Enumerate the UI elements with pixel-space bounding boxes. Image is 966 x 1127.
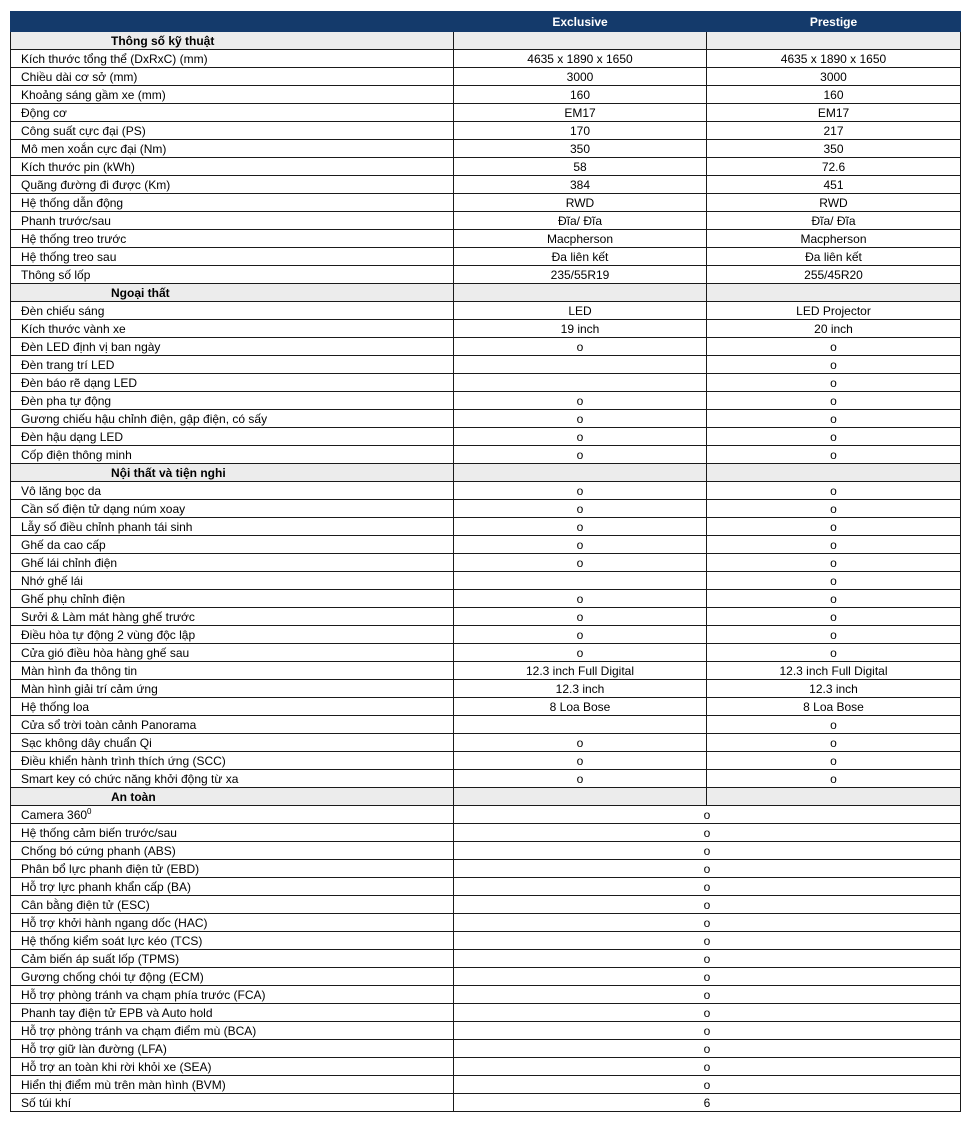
row-label-text: Chống bó cứng phanh (ABS) xyxy=(21,843,176,858)
row-label-text: Quãng đường đi được (Km) xyxy=(21,177,171,192)
row-label-text: Ghế lái chỉnh điện xyxy=(21,555,118,570)
row-label xyxy=(11,500,454,518)
value-prestige: EM17 xyxy=(707,104,961,122)
row-label xyxy=(11,896,454,914)
table-row xyxy=(11,1058,961,1076)
row-label xyxy=(11,338,454,356)
section-header-row xyxy=(11,284,961,302)
value-all-variants: o xyxy=(454,824,961,842)
row-label-text: Sưởi & Làm mát hàng ghế trước xyxy=(21,609,195,624)
row-label-text: Công suất cực đại (PS) xyxy=(21,123,146,138)
row-label-text: Hỗ trợ phòng tránh va chạm phía trước (FCA) xyxy=(21,987,266,1002)
row-label-text: Camera 360 xyxy=(21,807,88,822)
table-row xyxy=(11,140,961,158)
section-header-row xyxy=(11,32,961,50)
row-label xyxy=(11,482,454,500)
value-prestige: 3000 xyxy=(707,68,961,86)
table-row xyxy=(11,878,961,896)
row-label-text: Hệ thống treo sau xyxy=(21,249,117,264)
row-label xyxy=(11,986,454,1004)
row-label xyxy=(11,734,454,752)
table-row xyxy=(11,1076,961,1094)
row-label xyxy=(11,914,454,932)
table-row xyxy=(11,104,961,122)
table-row xyxy=(11,266,961,284)
row-label xyxy=(11,608,454,626)
row-label-text: Mô men xoắn cực đại (Nm) xyxy=(21,141,167,156)
table-row xyxy=(11,680,961,698)
value-exclusive: o xyxy=(454,734,707,752)
row-label xyxy=(11,68,454,86)
table-row xyxy=(11,842,961,860)
row-label xyxy=(11,374,454,392)
row-label-text: Số túi khí xyxy=(21,1095,72,1110)
table-row xyxy=(11,518,961,536)
table-row xyxy=(11,716,961,734)
row-label xyxy=(11,1076,454,1094)
table-row xyxy=(11,194,961,212)
section-header-row xyxy=(11,788,961,806)
table-row xyxy=(11,644,961,662)
row-label xyxy=(11,356,454,374)
row-label xyxy=(11,932,454,950)
value-prestige: o xyxy=(707,554,961,572)
section-blank-cell xyxy=(454,284,707,302)
table-row xyxy=(11,896,961,914)
table-row xyxy=(11,230,961,248)
table-row xyxy=(11,734,961,752)
row-label-text: Kích thước pin (kWh) xyxy=(21,159,135,174)
table-row xyxy=(11,806,961,824)
row-label xyxy=(11,752,454,770)
value-prestige: o xyxy=(707,734,961,752)
value-all-variants: o xyxy=(454,1058,961,1076)
row-label xyxy=(11,320,454,338)
row-label-text: Chiều dài cơ sở (mm) xyxy=(21,69,138,84)
value-exclusive: o xyxy=(454,554,707,572)
row-label xyxy=(11,410,454,428)
value-prestige: o xyxy=(707,338,961,356)
table-row xyxy=(11,950,961,968)
value-exclusive xyxy=(454,374,707,392)
value-exclusive: 170 xyxy=(454,122,707,140)
value-exclusive: o xyxy=(454,770,707,788)
value-all-variants: o xyxy=(454,968,961,986)
section-title: Thông số kỹ thuật xyxy=(11,32,454,50)
row-label xyxy=(11,122,454,140)
row-label-text: Màn hình đa thông tin xyxy=(21,663,138,678)
row-label-text: Điều khiển hành trình thích ứng (SCC) xyxy=(21,753,226,768)
row-label-text: Đèn trang trí LED xyxy=(21,357,115,372)
value-all-variants: o xyxy=(454,914,961,932)
value-exclusive: o xyxy=(454,752,707,770)
row-label xyxy=(11,248,454,266)
value-prestige: o xyxy=(707,428,961,446)
section-title: Nội thất và tiện nghi xyxy=(11,464,454,482)
value-exclusive xyxy=(454,356,707,374)
table-row xyxy=(11,338,961,356)
row-label-text: Phanh tay điện tử EPB và Auto hold xyxy=(21,1005,213,1020)
table-row xyxy=(11,500,961,518)
value-exclusive: o xyxy=(454,338,707,356)
value-prestige: LED Projector xyxy=(707,302,961,320)
table-row xyxy=(11,860,961,878)
value-exclusive: 160 xyxy=(454,86,707,104)
row-label-text: Hỗ trợ khởi hành ngang dốc (HAC) xyxy=(21,915,208,930)
value-all-variants: o xyxy=(454,806,961,824)
table-row xyxy=(11,536,961,554)
table-row xyxy=(11,698,961,716)
value-exclusive xyxy=(454,716,707,734)
value-prestige: o xyxy=(707,356,961,374)
value-exclusive: o xyxy=(454,644,707,662)
row-label xyxy=(11,536,454,554)
row-label xyxy=(11,824,454,842)
value-exclusive: Đĩa/ Đĩa xyxy=(454,212,707,230)
row-label xyxy=(11,230,454,248)
row-label-text: Đèn chiếu sáng xyxy=(21,303,105,318)
table-row xyxy=(11,770,961,788)
row-label xyxy=(11,644,454,662)
value-exclusive: o xyxy=(454,446,707,464)
row-label-text: Đèn pha tự động xyxy=(21,393,112,408)
value-exclusive: 12.3 inch Full Digital xyxy=(454,662,707,680)
row-label-text: Ghế da cao cấp xyxy=(21,537,106,552)
value-exclusive: 235/55R19 xyxy=(454,266,707,284)
row-label-text: Ghế phụ chỉnh điện xyxy=(21,591,126,606)
row-label xyxy=(11,1040,454,1058)
row-label-text: Hệ thống cảm biến trước/sau xyxy=(21,825,177,840)
value-exclusive: Đa liên kết xyxy=(454,248,707,266)
value-prestige: o xyxy=(707,374,961,392)
value-exclusive: 58 xyxy=(454,158,707,176)
row-label-text: Hệ thống loa xyxy=(21,699,90,714)
value-exclusive: o xyxy=(454,500,707,518)
value-prestige: o xyxy=(707,500,961,518)
value-exclusive: LED xyxy=(454,302,707,320)
value-all-variants: 6 xyxy=(454,1094,961,1112)
row-label-superscript: 0 xyxy=(87,806,92,816)
table-row xyxy=(11,50,961,68)
section-blank-cell xyxy=(707,32,961,50)
section-blank-cell xyxy=(454,788,707,806)
row-label-text: Màn hình giải trí cảm ứng xyxy=(21,681,158,696)
value-prestige: 12.3 inch xyxy=(707,680,961,698)
row-label xyxy=(11,50,454,68)
value-all-variants: o xyxy=(454,986,961,1004)
row-label xyxy=(11,1022,454,1040)
row-label-text: Hiển thị điểm mù trên màn hình (BVM) xyxy=(21,1077,226,1092)
value-exclusive: Macpherson xyxy=(454,230,707,248)
table-row xyxy=(11,1040,961,1058)
row-label-text: Smart key có chức năng khởi động từ xa xyxy=(21,771,239,786)
row-label-text: Khoảng sáng gầm xe (mm) xyxy=(21,87,166,102)
table-row xyxy=(11,158,961,176)
value-exclusive: o xyxy=(454,608,707,626)
row-label xyxy=(11,266,454,284)
row-label xyxy=(11,860,454,878)
value-exclusive: o xyxy=(454,428,707,446)
section-blank-cell xyxy=(454,464,707,482)
section-title: Ngoại thất xyxy=(11,284,454,302)
table-row xyxy=(11,86,961,104)
row-label xyxy=(11,428,454,446)
row-label-text: Phanh trước/sau xyxy=(21,213,111,228)
row-label xyxy=(11,176,454,194)
section-blank-cell xyxy=(707,788,961,806)
row-label xyxy=(11,698,454,716)
value-prestige: o xyxy=(707,518,961,536)
row-label-text: Đèn hậu dạng LED xyxy=(21,429,124,444)
value-exclusive xyxy=(454,572,707,590)
row-label xyxy=(11,104,454,122)
row-label xyxy=(11,86,454,104)
row-label-text: Gương chiếu hậu chỉnh điện, gập điện, có sấy xyxy=(21,411,268,426)
row-label-text: Gương chống chói tự động (ECM) xyxy=(21,969,204,984)
table-row xyxy=(11,176,961,194)
value-exclusive: o xyxy=(454,410,707,428)
table-row xyxy=(11,986,961,1004)
header-blank xyxy=(11,12,454,32)
value-prestige: 350 xyxy=(707,140,961,158)
section-title: An toàn xyxy=(11,788,454,806)
row-label-text: Cửa gió điều hòa hàng ghế sau xyxy=(21,645,190,660)
table-row xyxy=(11,662,961,680)
value-prestige: Đa liên kết xyxy=(707,248,961,266)
value-prestige: RWD xyxy=(707,194,961,212)
row-label-text: Thông số lốp xyxy=(21,267,91,282)
table-row xyxy=(11,626,961,644)
value-all-variants: o xyxy=(454,860,961,878)
header-row xyxy=(11,12,961,32)
row-label xyxy=(11,1004,454,1022)
value-prestige: o xyxy=(707,752,961,770)
table-row xyxy=(11,1094,961,1112)
row-label xyxy=(11,554,454,572)
row-label-text: Phân bổ lực phanh điện tử (EBD) xyxy=(21,861,200,876)
row-label xyxy=(11,158,454,176)
row-label-text: Điều hòa tự động 2 vùng độc lập xyxy=(21,627,196,642)
row-label-text: Hệ thống kiểm soát lực kéo (TCS) xyxy=(21,933,203,948)
value-exclusive: 4635 x 1890 x 1650 xyxy=(454,50,707,68)
value-all-variants: o xyxy=(454,1022,961,1040)
value-prestige: o xyxy=(707,644,961,662)
value-all-variants: o xyxy=(454,1076,961,1094)
table-row xyxy=(11,752,961,770)
row-label-text: Đèn báo rẽ dạng LED xyxy=(21,375,138,390)
row-label xyxy=(11,950,454,968)
value-prestige: o xyxy=(707,392,961,410)
value-all-variants: o xyxy=(454,950,961,968)
value-prestige: Đĩa/ Đĩa xyxy=(707,212,961,230)
table-row xyxy=(11,446,961,464)
value-prestige: 451 xyxy=(707,176,961,194)
row-label-text: Vô lăng bọc da xyxy=(21,483,102,498)
value-all-variants: o xyxy=(454,896,961,914)
value-all-variants: o xyxy=(454,932,961,950)
table-row xyxy=(11,932,961,950)
row-label-text: Sạc không dây chuẩn Qi xyxy=(21,735,152,750)
row-label-text: Động cơ xyxy=(21,105,67,120)
value-prestige: o xyxy=(707,410,961,428)
table-row xyxy=(11,122,961,140)
spec-table xyxy=(10,11,961,1112)
row-label xyxy=(11,446,454,464)
value-prestige: o xyxy=(707,716,961,734)
row-label xyxy=(11,140,454,158)
value-prestige: 20 inch xyxy=(707,320,961,338)
row-label-text: Cửa sổ trời toàn cảnh Panorama xyxy=(21,717,197,732)
value-prestige: 8 Loa Bose xyxy=(707,698,961,716)
value-prestige: 4635 x 1890 x 1650 xyxy=(707,50,961,68)
row-label xyxy=(11,1094,454,1112)
row-label-text: Lẫy số điều chỉnh phanh tái sinh xyxy=(21,519,193,534)
value-exclusive: 19 inch xyxy=(454,320,707,338)
row-label xyxy=(11,518,454,536)
row-label-text: Cảm biến áp suất lốp (TPMS) xyxy=(21,951,180,966)
row-label xyxy=(11,626,454,644)
value-exclusive: o xyxy=(454,482,707,500)
row-label-text: Đèn LED định vị ban ngày xyxy=(21,339,161,354)
table-row xyxy=(11,968,961,986)
header-exclusive: Exclusive xyxy=(454,12,707,32)
row-label xyxy=(11,680,454,698)
table-row xyxy=(11,914,961,932)
row-label xyxy=(11,716,454,734)
table-row xyxy=(11,824,961,842)
row-label-text: Hệ thống dẫn động xyxy=(21,195,124,210)
value-prestige: o xyxy=(707,446,961,464)
row-label-text: Hỗ trợ an toàn khi rời khỏi xe (SEA) xyxy=(21,1059,212,1074)
value-exclusive: RWD xyxy=(454,194,707,212)
value-prestige: o xyxy=(707,590,961,608)
value-all-variants: o xyxy=(454,1040,961,1058)
table-row xyxy=(11,1022,961,1040)
value-prestige: o xyxy=(707,572,961,590)
row-label-text: Cân bằng điện tử (ESC) xyxy=(21,897,150,912)
row-label xyxy=(11,212,454,230)
row-label-text: Kích thước tổng thể (DxRxC) (mm) xyxy=(21,51,208,66)
value-exclusive: o xyxy=(454,590,707,608)
value-prestige: o xyxy=(707,608,961,626)
value-exclusive: 384 xyxy=(454,176,707,194)
row-label xyxy=(11,590,454,608)
table-row xyxy=(11,320,961,338)
row-label xyxy=(11,1058,454,1076)
value-exclusive: o xyxy=(454,392,707,410)
value-prestige: o xyxy=(707,770,961,788)
section-header-row xyxy=(11,464,961,482)
value-prestige: 72.6 xyxy=(707,158,961,176)
section-blank-cell xyxy=(454,32,707,50)
value-exclusive: EM17 xyxy=(454,104,707,122)
row-label xyxy=(11,392,454,410)
spec-body xyxy=(11,32,961,1112)
value-prestige: 217 xyxy=(707,122,961,140)
row-label-text: Nhớ ghế lái xyxy=(21,573,83,588)
value-exclusive: 350 xyxy=(454,140,707,158)
row-label xyxy=(11,302,454,320)
section-blank-cell xyxy=(707,284,961,302)
row-label xyxy=(11,770,454,788)
value-exclusive: 8 Loa Bose xyxy=(454,698,707,716)
value-exclusive: o xyxy=(454,626,707,644)
row-label xyxy=(11,806,454,824)
table-row xyxy=(11,212,961,230)
row-label xyxy=(11,572,454,590)
value-exclusive: o xyxy=(454,518,707,536)
row-label-text: Cốp điện thông minh xyxy=(21,447,132,462)
row-label xyxy=(11,194,454,212)
row-label-text: Hỗ trợ phòng tránh va chạm điểm mù (BCA) xyxy=(21,1023,257,1038)
value-all-variants: o xyxy=(454,878,961,896)
value-exclusive: 12.3 inch xyxy=(454,680,707,698)
table-row xyxy=(11,248,961,266)
value-prestige: 160 xyxy=(707,86,961,104)
value-prestige: o xyxy=(707,536,961,554)
row-label xyxy=(11,968,454,986)
row-label-text: Kích thước vành xe xyxy=(21,321,126,336)
row-label xyxy=(11,878,454,896)
header-prestige: Prestige xyxy=(707,12,961,32)
value-prestige: o xyxy=(707,482,961,500)
table-row xyxy=(11,410,961,428)
value-exclusive: 3000 xyxy=(454,68,707,86)
table-row xyxy=(11,356,961,374)
table-row xyxy=(11,428,961,446)
value-all-variants: o xyxy=(454,1004,961,1022)
value-exclusive: o xyxy=(454,536,707,554)
table-row xyxy=(11,608,961,626)
value-all-variants: o xyxy=(454,842,961,860)
table-row xyxy=(11,590,961,608)
table-row xyxy=(11,482,961,500)
table-row xyxy=(11,68,961,86)
table-row xyxy=(11,392,961,410)
table-row xyxy=(11,1004,961,1022)
table-row xyxy=(11,554,961,572)
row-label-text: Hỗ trợ lực phanh khẩn cấp (BA) xyxy=(21,879,191,894)
table-row xyxy=(11,374,961,392)
table-row xyxy=(11,572,961,590)
value-prestige: o xyxy=(707,626,961,644)
value-prestige: 12.3 inch Full Digital xyxy=(707,662,961,680)
row-label-text: Hệ thống treo trước xyxy=(21,231,127,246)
row-label xyxy=(11,662,454,680)
row-label xyxy=(11,842,454,860)
table-row xyxy=(11,302,961,320)
row-label-text: Hỗ trợ giữ làn đường (LFA) xyxy=(21,1041,167,1056)
row-label-text: Cần số điện tử dạng núm xoay xyxy=(21,501,186,516)
value-prestige: 255/45R20 xyxy=(707,266,961,284)
value-prestige: Macpherson xyxy=(707,230,961,248)
section-blank-cell xyxy=(707,464,961,482)
